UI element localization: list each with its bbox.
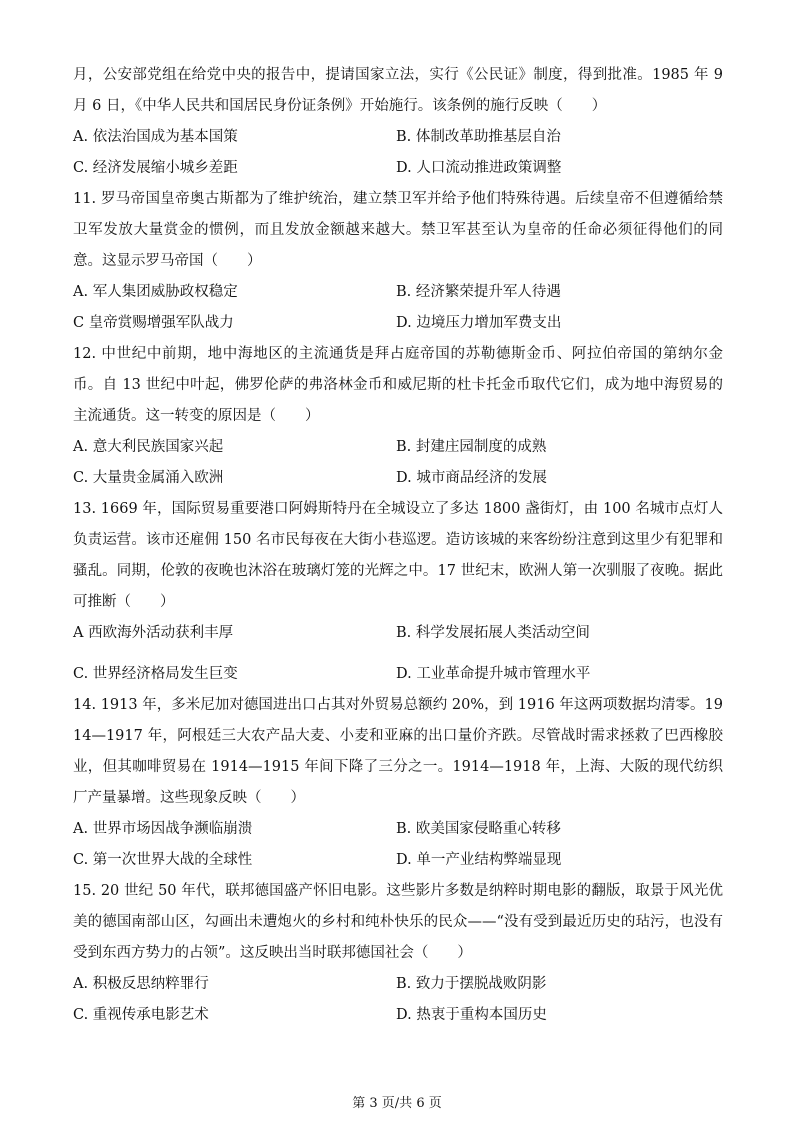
question-15-option-c: C. 重视传承电影艺术 <box>73 1007 209 1023</box>
question-12-options <box>73 432 723 494</box>
question-15-option-b: B. 致力于摆脱战败阴影 <box>396 976 547 992</box>
question-15-option-a: A. 积极反思纳粹罪行 <box>73 976 209 992</box>
question-10-option-b: B. 体制改革助推基层自治 <box>396 129 561 145</box>
question-13-option-a: A 西欧海外活动获利丰厚 <box>73 625 234 641</box>
question-10-stem: 月，公安部党组在给党中央的报告中，提请国家立法，实行《公民证》制度，得到批准。1985 年 9 月 6 日，《中华人民共和国居民身份证条例》开始施行。该条例的施行反映（ ） <box>73 67 723 114</box>
question-10-option-a: A. 依法治国成为基本国策 <box>73 129 238 145</box>
question-12-option-d: D. 城市商品经济的发展 <box>396 470 547 486</box>
question-11-option-c: C 皇帝赏赐增强军队战力 <box>73 315 234 331</box>
question-11-option-d: D. 边境压力增加军费支出 <box>396 315 562 331</box>
question-13-stem: 13. 1669 年，国际贸易重要港口阿姆斯特丹在全城设立了多达 1800 盏街灯，由 100 名城市点灯人负责运营。该市还雇佣 150 名市民每夜在大街小巷巡逻。造访该城的来客纷纷注意到这里少有犯罪和骚乱。同期，伦敦的夜晚也沐浴在玻璃灯笼的光辉之中。17 世纪末，欧洲人第一次驯服了夜晚。据此可推断（ ） <box>73 501 723 610</box>
question-12-stem: 12. 中世纪中前期，地中海地区的主流通货是拜占庭帝国的苏勒德斯金币、阿拉伯帝国的第纳尔金币。自 13 世纪中叶起，佛罗伦萨的弗洛林金币和威尼斯的杜卡托金币取代它们，成为地中海贸易的主流通货。这一转变的原因是（ ） <box>73 346 723 424</box>
question-10-option-d: D. 人口流动推进政策调整 <box>396 160 562 176</box>
question-12-option-b: B. 封建庄园制度的成熟 <box>396 439 547 455</box>
question-13-option-d: D. 工业革命提升城市管理水平 <box>396 666 591 682</box>
option-row-gap <box>73 649 396 659</box>
option-row-gap <box>396 649 723 659</box>
question-14-stem: 14. 1913 年，多米尼加对德国进出口占其对外贸易总额约 20%，到 1916 年这两项数据均清零。1914—1917 年，阿根廷三大农产品大麦、小麦和亚麻的出口量价齐跌。尽管战时需求拯救了巴西橡胶业，但其咖啡贸易在 1914—1915 年间下降了三分之一。1914—1918 年，上海、大阪的现代纺织厂产量暴增。这些现象反映（ ） <box>73 697 723 806</box>
question-15-option-d: D. 热衷于重构本国历史 <box>396 1007 547 1023</box>
question-11-options <box>73 277 723 339</box>
question-13-option-c: C. 世界经济格局发生巨变 <box>73 666 238 682</box>
question-14-option-c: C. 第一次世界大战的全球性 <box>73 852 253 868</box>
question-11-option-a: A. 军人集团威胁政权稳定 <box>73 284 238 300</box>
question-14-option-a: A. 世界市场因战争濒临崩溃 <box>73 821 253 837</box>
question-14-option-d: D. 单一产业结构弊端显现 <box>396 852 562 868</box>
question-14-option-b: B. 欧美国家侵略重心转移 <box>396 821 561 837</box>
question-11-option-b: B. 经济繁荣提升军人待遇 <box>396 284 561 300</box>
question-list <box>73 60 723 1031</box>
question-12-option-c: C. 大量贵金属涌入欧洲 <box>73 470 224 486</box>
question-14-options <box>73 814 723 876</box>
question-13-option-b: B. 科学发展拓展人类活动空间 <box>396 625 590 641</box>
question-13-options <box>73 618 723 690</box>
question-11-stem: 11. 罗马帝国皇帝奥古斯都为了维护统治，建立禁卫军并给予他们特殊待遇。后续皇帝不但遵循给禁卫军发放大量赏金的惯例，而且发放金额越来越大。禁卫军甚至认为皇帝的任命必须征得他们的同意。这显示罗马帝国（ ） <box>73 191 723 269</box>
question-10-option-c: C. 经济发展缩小城乡差距 <box>73 160 238 176</box>
page-number: 第 3 页/共 6 页 <box>352 1096 442 1111</box>
question-10-options <box>73 122 723 184</box>
question-12-option-a: A. 意大利民族国家兴起 <box>73 439 224 455</box>
question-15-stem: 15. 20 世纪 50 年代，联邦德国盛产怀旧电影。这些影片多数是纳粹时期电影的翻版，取景于风光优美的德国南部山区，勾画出未遭炮火的乡村和纯朴快乐的民众——“没有受到最近历史的玷污，也没有受到东西方势力的占领”。这反映出当时联邦德国社会（ ） <box>73 883 723 961</box>
question-15-options <box>73 969 723 1031</box>
